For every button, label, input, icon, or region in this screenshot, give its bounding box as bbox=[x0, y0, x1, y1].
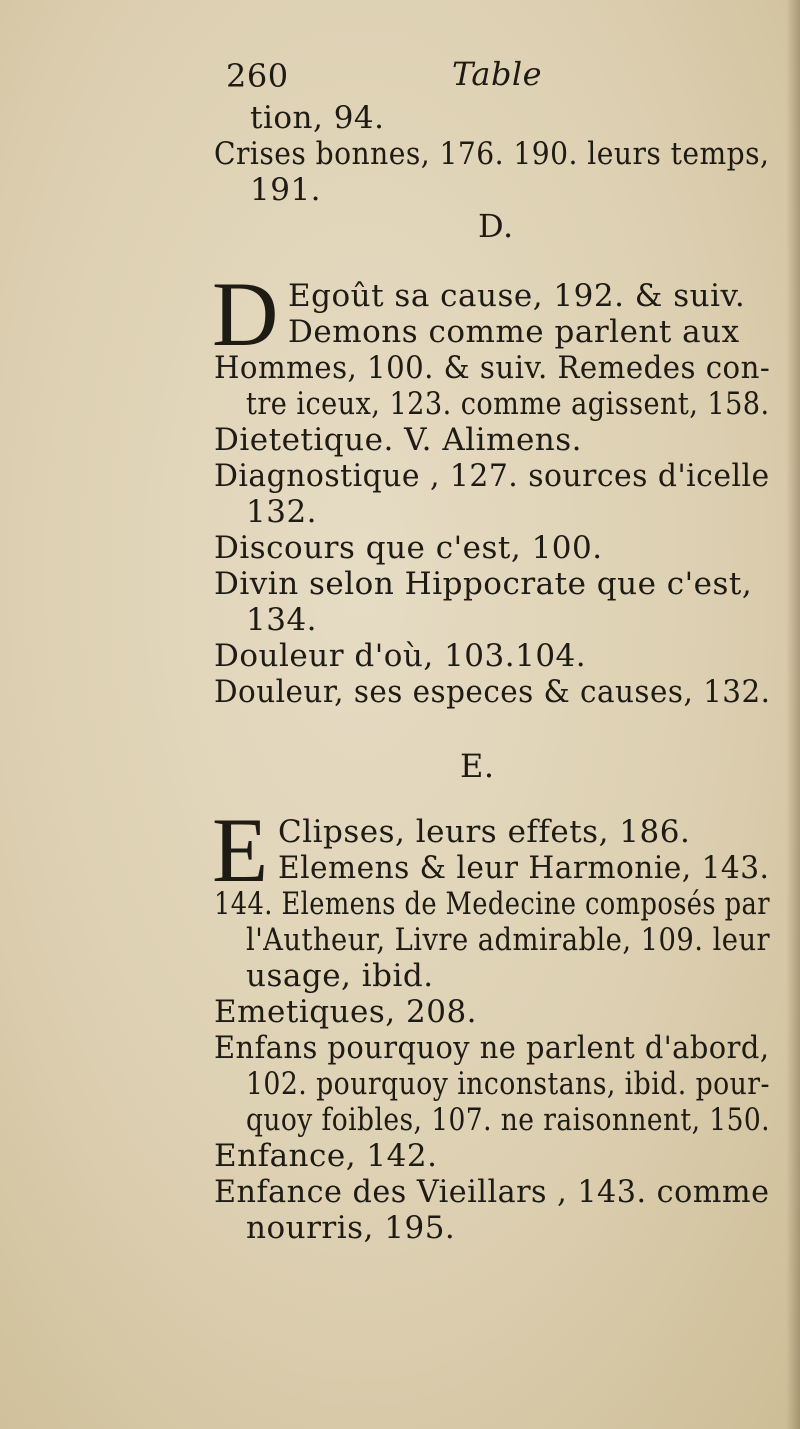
index-entry: usage, ibid. bbox=[246, 958, 434, 994]
index-entry: Hommes, 100. & suiv. Remedes con- bbox=[214, 350, 771, 386]
index-entry: l'Autheur, Livre admirable, 109. leur bbox=[246, 922, 771, 958]
index-entry: Clipses, leurs effets, 186. bbox=[278, 814, 691, 850]
running-title: Table bbox=[452, 55, 543, 93]
index-entry: Discours que c'est, 100. bbox=[214, 530, 603, 566]
index-entry: 132. bbox=[246, 494, 318, 530]
page-number: 260 bbox=[226, 57, 289, 95]
index-entry: Douleur, ses especes & causes, 132. bbox=[214, 674, 771, 710]
index-entry: 191. bbox=[250, 172, 322, 208]
drop-cap-d: D bbox=[212, 263, 279, 365]
index-entry: Enfance des Vieillars , 143. comme bbox=[214, 1174, 770, 1210]
drop-cap-e: E bbox=[212, 799, 269, 901]
section-heading-e: E. bbox=[460, 747, 495, 785]
index-entry: Emetiques, 208. bbox=[214, 994, 478, 1030]
index-entry: tion, 94. bbox=[250, 100, 385, 136]
index-entry: Egoût sa cause, 192. & suiv. bbox=[288, 278, 746, 314]
index-entry: Elemens & leur Harmonie, 143. bbox=[278, 850, 770, 886]
index-entry: nourris, 195. bbox=[246, 1210, 456, 1246]
index-entry: 102. pourquoy inconstans, ibid. pour- bbox=[246, 1066, 770, 1102]
index-entry: Enfans pourquoy ne parlent d'abord, bbox=[214, 1030, 770, 1066]
index-entry: Diagnostique , 127. sources d'icelle bbox=[214, 458, 770, 494]
index-entry: Crises bonnes, 176. 190. leurs temps, bbox=[214, 136, 770, 172]
index-entry: Divin selon Hippocrate que c'est, bbox=[214, 566, 753, 602]
page-gutter-shadow bbox=[786, 0, 800, 1429]
index-entry: Douleur d'où, 103.104. bbox=[214, 638, 587, 674]
index-entry: Enfance, 142. bbox=[214, 1138, 438, 1174]
index-entry: 144. Elemens de Medecine composés par bbox=[214, 886, 770, 922]
index-entry: tre iceux, 123. comme agissent, 158. bbox=[246, 386, 770, 422]
index-entry: 134. bbox=[246, 602, 318, 638]
section-heading-d: D. bbox=[478, 207, 514, 245]
index-entry: quoy foibles, 107. ne raisonnent, 150. bbox=[246, 1102, 771, 1138]
index-entry: Demons comme parlent aux bbox=[288, 314, 740, 350]
index-entry: Dietetique. V. Alimens. bbox=[214, 422, 583, 458]
